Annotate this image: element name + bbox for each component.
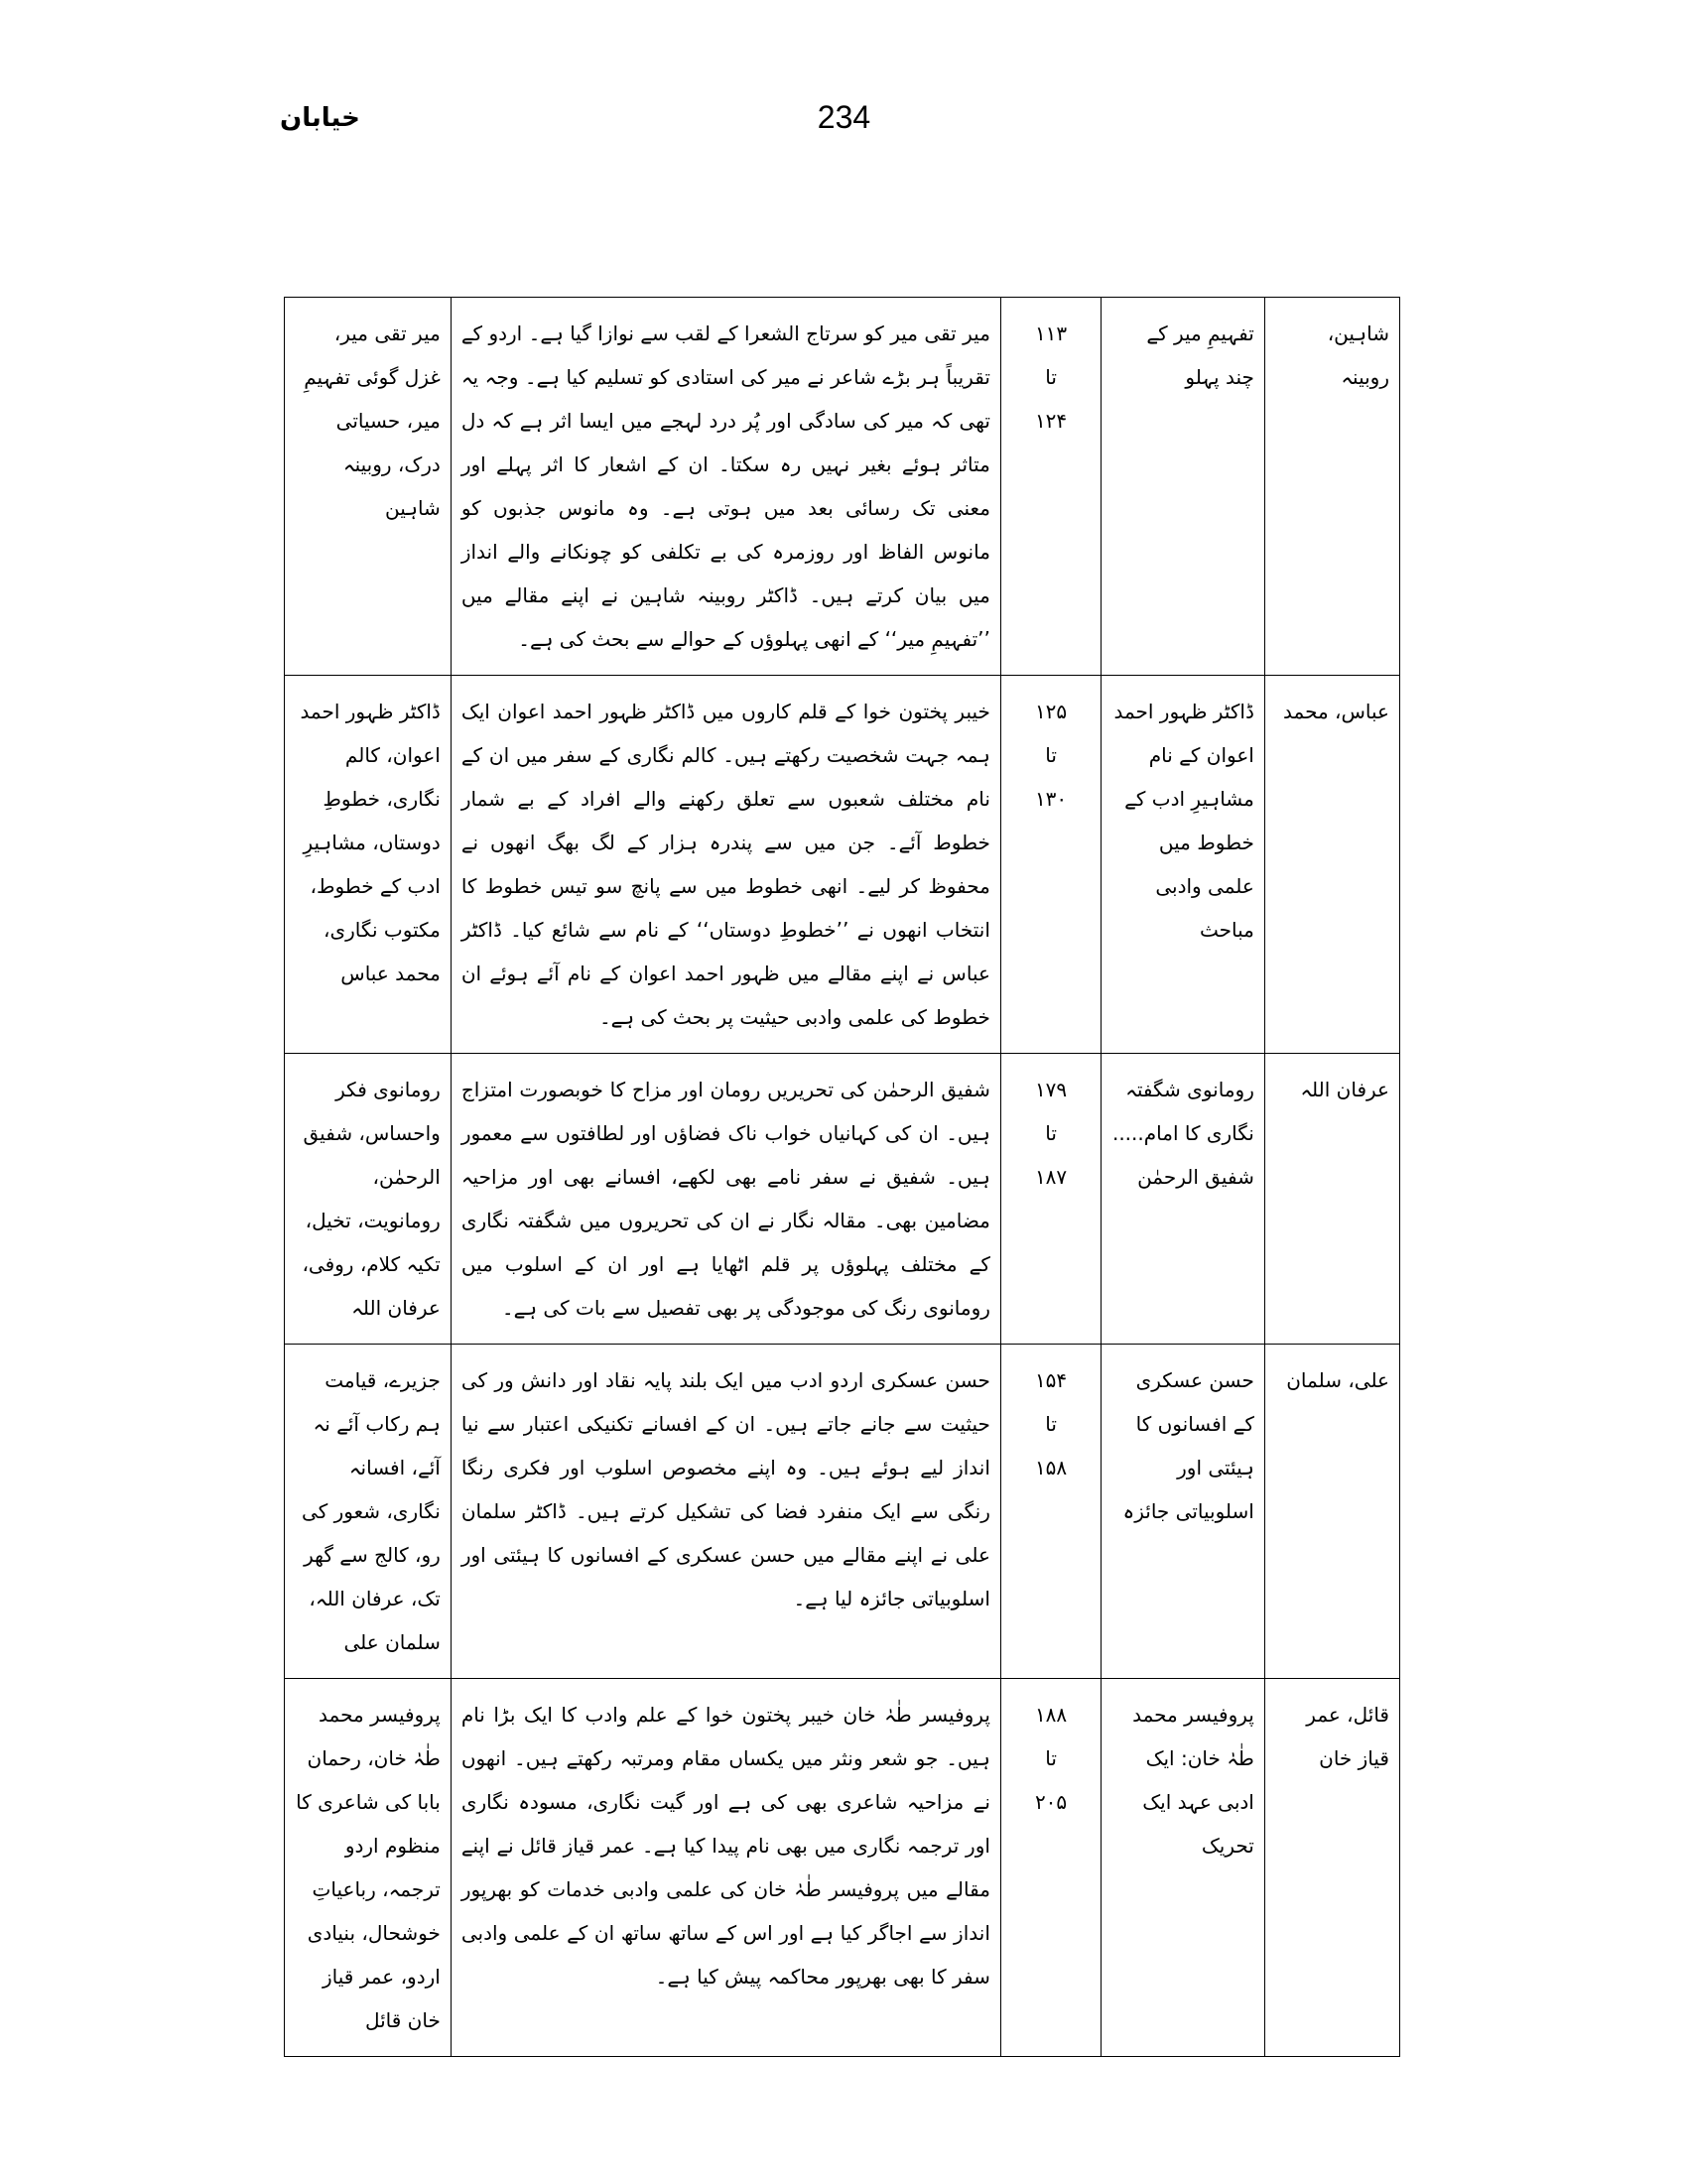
summary-cell: پروفیسر طٰہٰ خان خیبر پختون خوا کے علم وادب کا ایک بڑا نام ہیں۔ جو شعر ونثر میں یکساں مقام ومرتبہ رکھتے ہیں۔ انھوں نے مزاحیہ شاعری بھی کی ہے اور گیت نگاری، مسودہ نگاری اور ترجمہ نگاری میں بھی نام پیدا کیا ہے۔ عمر قیاز قائل نے اپنے مقالے میں پروفیسر طٰہٰ خان کی علمی وادبی خدمات کو بھرپور انداز سے اجاگر کیا ہے اور اس کے ساتھ ساتھ ان کے علمی وادبی سفر کا بھی بھرپور محاکمہ پیش کیا ہے۔: [451, 1679, 1000, 2057]
page-range-part: ۱۷۹: [1034, 1078, 1068, 1101]
page-range-part: تا: [1045, 1121, 1057, 1145]
page-range-part: ۲۰۵: [1034, 1790, 1068, 1814]
page-range-part: ۱۲۴: [1034, 409, 1068, 433]
title-cell: حسن عسکری کے افسانوں کا ہیئتی اور اسلوبیاتی جائزہ: [1102, 1345, 1265, 1679]
author-cell: قائل، عمر قیاز خان: [1264, 1679, 1399, 2057]
page-range-part: تا: [1045, 1412, 1057, 1436]
pages-cell: [1000, 1054, 1101, 1345]
page-number: 234: [817, 99, 871, 135]
page-range-part: ۱۱۳: [1034, 321, 1068, 345]
table-row: [285, 1054, 1400, 1345]
keywords-cell: ڈاکٹر ظہور احمد اعوان، کالم نگاری، خطوطِ دوستاں، مشاہیرِ ادب کے خطوط، مکتوب نگاری، محمد عباس: [285, 676, 452, 1054]
author-cell: شاہین، روبینہ: [1264, 298, 1399, 676]
page-range-part: ۱۸۷: [1034, 1165, 1068, 1189]
index-table: [284, 297, 1400, 2057]
pages-cell: [1000, 1345, 1101, 1679]
title-cell: تفہیمِ میر کے چند پہلو: [1102, 298, 1265, 676]
author-cell: عباس، محمد: [1264, 676, 1399, 1054]
summary-cell: شفیق الرحمٰن کی تحریریں رومان اور مزاح کا خوبصورت امتزاج ہیں۔ ان کی کہانیاں خواب ناک فضاؤں اور لطافتوں سے معمور ہیں۔ شفیق نے سفر نامے بھی لکھے، افسانے بھی اور مزاحیہ مضامین بھی۔ مقالہ نگار نے ان کی تحریروں میں شگفتہ نگاری کے مختلف پہلوؤں پر قلم اٹھایا ہے اور ان کے اسلوب میں رومانوی رنگ کی موجودگی پر بھی تفصیل سے بات کی ہے۔: [451, 1054, 1000, 1345]
keywords-cell: جزیرے، قیامت ہم رکاب آئے نہ آئے، افسانہ نگاری، شعور کی رو، کالج سے گھر تک، عرفان اللہ، سلمان علی: [285, 1345, 452, 1679]
page-range-part: ۱۵۸: [1034, 1456, 1068, 1479]
author-cell: علی، سلمان: [1264, 1345, 1399, 1679]
pages-cell: [1000, 676, 1101, 1054]
page-range-part: تا: [1045, 1746, 1057, 1770]
page-range-part: ۱۲۵: [1034, 700, 1068, 723]
journal-name: خيابان: [280, 103, 360, 133]
summary-cell: میر تقی میر کو سرتاج الشعرا کے لقب سے نوازا گیا ہے۔ اردو کے تقریباً ہر بڑے شاعر نے میر کی استادی کو تسلیم کیا ہے۔ وجہ یہ تھی کہ میر کی سادگی اور پُر درد لہجے میں ایسا اثر ہے کہ دل متاثر ہوئے بغیر نہیں رہ سکتا۔ ان کے اشعار کا اثر پہلے اور معنی تک رسائی بعد میں ہوتی ہے۔ وہ مانوس جذبوں کو مانوس الفاظ اور روزمرہ کی بے تکلفی کو چونکانے والے انداز میں بیان کرتے ہیں۔ ڈاکٹر روبینہ شاہین نے اپنے مقالے میں ’’تفہیمِ میر‘‘ کے انھی پہلوؤں کے حوالے سے بحث کی ہے۔: [451, 298, 1000, 676]
page-range-part: تا: [1045, 743, 1057, 767]
pages-cell: [1000, 1679, 1101, 2057]
title-cell: ڈاکٹر ظہور احمد اعوان کے نام مشاہیرِ ادب کے خطوط میں علمی وادبی مباحث: [1102, 676, 1265, 1054]
author-cell: عرفان اللہ: [1264, 1054, 1399, 1345]
keywords-cell: رومانوی فکر واحساس، شفیق الرحمٰن، رومانویت، تخیل، تکیہ کلام، روفی، عرفان اللہ: [285, 1054, 452, 1345]
title-cell: رومانوی شگفتہ نگاری کا امام..... شفیق الرحمٰن: [1102, 1054, 1265, 1345]
title-cell: پروفیسر محمد طٰہٰ خان: ایک ادبی عہد ایک تحریک: [1102, 1679, 1265, 2057]
page-range-part: ۱۵۴: [1034, 1368, 1068, 1392]
page-range-part: ۱۸۸: [1034, 1703, 1068, 1727]
keywords-cell: میر تقی میر، غزل گوئی تفہیمِ میر، حسیاتی درک، روبینہ شاہین: [285, 298, 452, 676]
page-range-part: ۱۳۰: [1034, 787, 1068, 811]
summary-cell: حسن عسکری اردو ادب میں ایک بلند پایہ نقاد اور دانش ور کی حیثیت سے جانے جاتے ہیں۔ ان کے افسانے تکنیکی اعتبار سے نیا انداز لیے ہوئے ہیں۔ وہ اپنے مخصوص اسلوب اور فکری رنگا رنگی سے ایک منفرد فضا کی تشکیل کرتے ہیں۔ ڈاکٹر سلمان علی نے اپنے مقالے میں حسن عسکری کے افسانوں کا ہیئتی اور اسلوبیاتی جائزہ لیا ہے۔: [451, 1345, 1000, 1679]
summary-cell: خیبر پختون خوا کے قلم کاروں میں ڈاکٹر ظہور احمد اعوان ایک ہمہ جہت شخصیت رکھتے ہیں۔ کالم نگاری کے سفر میں ان کے نام مختلف شعبوں سے تعلق رکھنے والے افراد کے بے شمار خطوط آئے۔ جن میں سے پندرہ ہزار کے لگ بھگ انھوں نے محفوظ کر لیے۔ انھی خطوط میں سے پانچ سو تیس خطوط کا انتخاب انھوں نے ’’خطوطِ دوستاں‘‘ کے نام سے شائع کیا۔ ڈاکٹر عباس نے اپنے مقالے میں ظہور احمد اعوان کے نام آئے ہوئے ان خطوط کی علمی وادبی حیثیت پر بحث کی ہے۔: [451, 676, 1000, 1054]
pages-cell: [1000, 298, 1101, 676]
page-range-part: تا: [1045, 365, 1057, 389]
table-body: [285, 298, 1400, 2057]
keywords-cell: پروفیسر محمد طٰہٰ خان، رحمان بابا کی شاعری کا منظوم اردو ترجمہ، رباعیاتِ خوشحال، بنیادی اردو، عمر قیاز خان قائل: [285, 1679, 452, 2057]
table-row: [285, 1345, 1400, 1679]
table-row: [285, 298, 1400, 676]
table-row: [285, 1679, 1400, 2057]
table-row: [285, 676, 1400, 1054]
